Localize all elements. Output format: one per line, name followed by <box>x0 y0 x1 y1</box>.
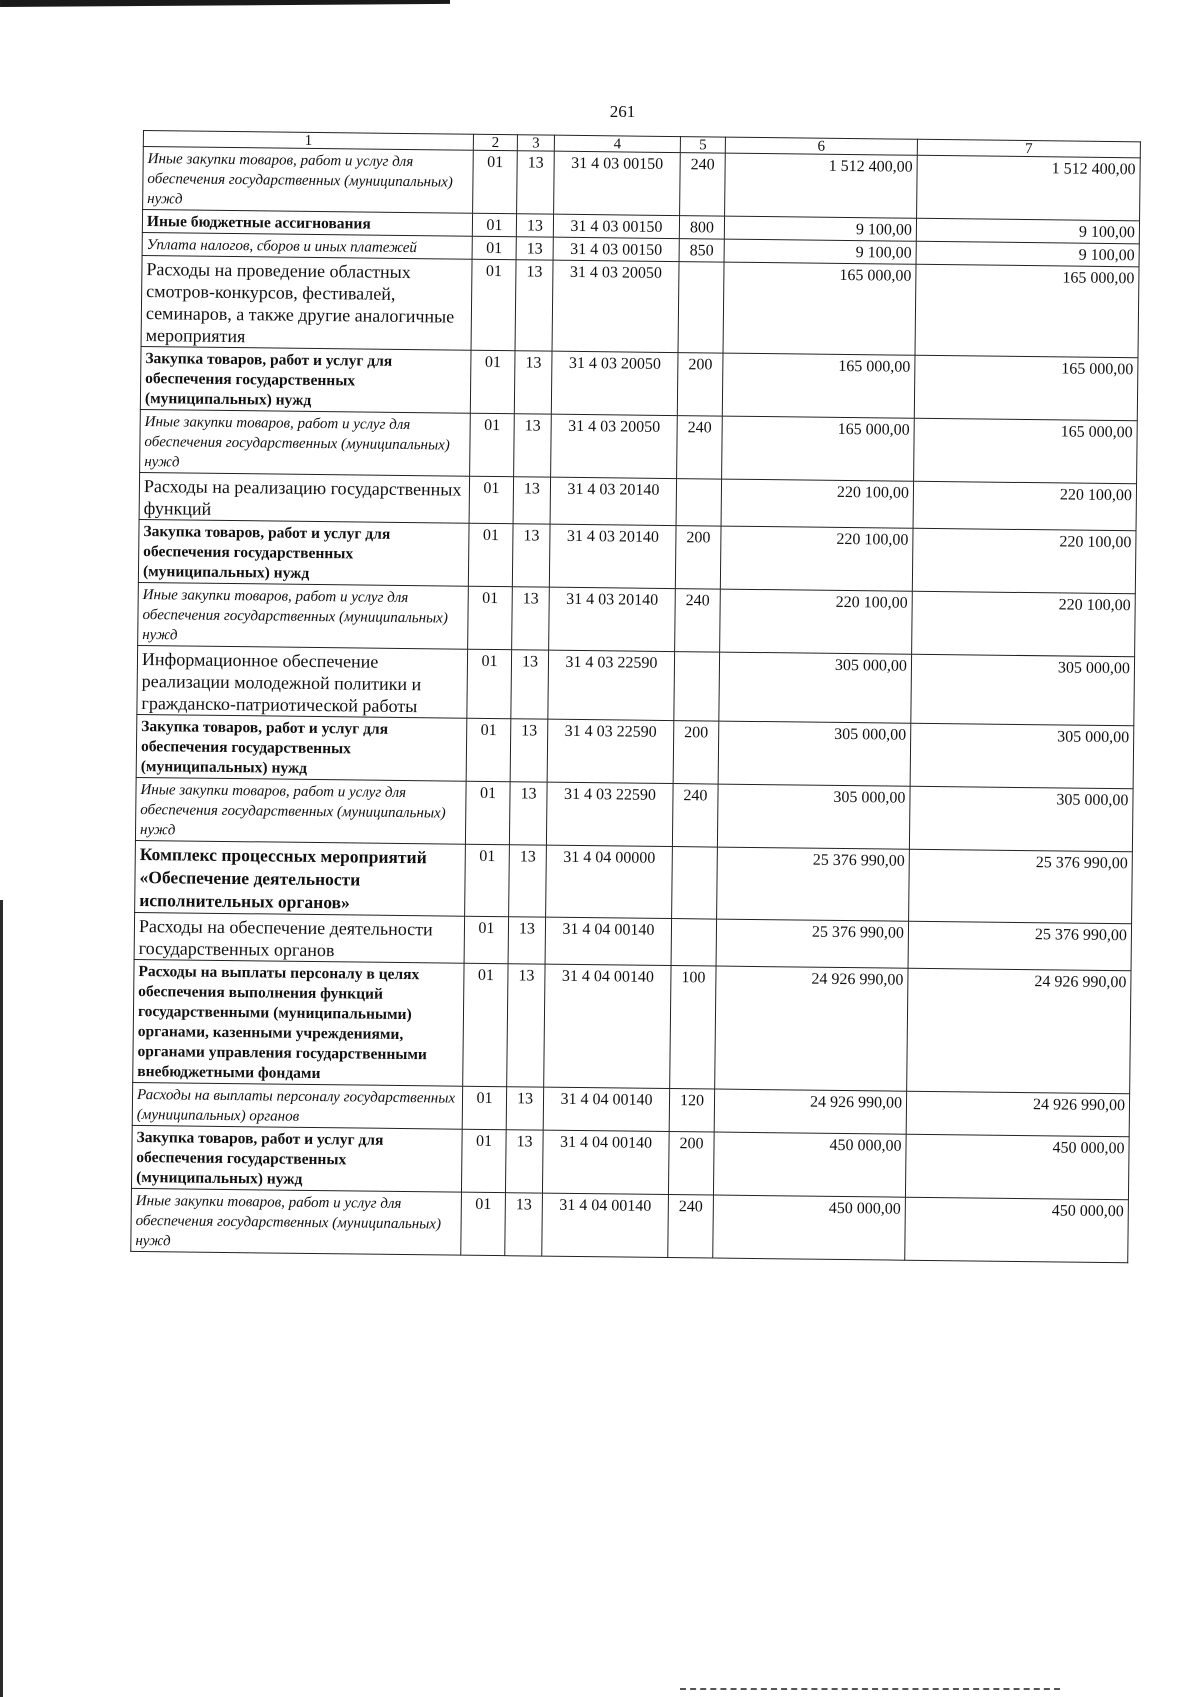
table-row <box>135 840 1133 923</box>
item-name-cell: Расходы на реализацию государственных функций <box>139 472 470 523</box>
target-article-cell: 31 4 04 00140 <box>544 964 671 1088</box>
expense-type-cell: 240 <box>677 416 723 480</box>
amount-year1-cell: 305 000,00 <box>718 721 911 786</box>
amount-year2-cell: 24 926 990,00 <box>906 1091 1129 1137</box>
expense-type-cell: 200 <box>677 353 723 417</box>
amount-year1-cell: 220 100,00 <box>720 526 913 591</box>
item-name-cell: Закупка товаров, работ и услуг для обеспечения государственных (муниципальных) нужд <box>138 519 469 586</box>
target-article-cell: 31 4 03 20050 <box>552 260 679 352</box>
expense-type-cell: 240 <box>675 589 721 653</box>
item-name-cell: Закупка товаров, работ и услуг для обеспечения государственных (муниципальных) нужд <box>136 714 467 781</box>
subsection-code-cell: 13 <box>505 1193 543 1256</box>
section-code-cell: 01 <box>466 718 511 781</box>
subsection-code-cell: 13 <box>517 151 555 214</box>
column-header: 6 <box>725 137 917 155</box>
amount-year1-cell: 220 100,00 <box>720 589 913 654</box>
target-article-cell: 31 4 03 00150 <box>553 214 679 238</box>
target-article-cell: 31 4 03 20140 <box>549 524 676 588</box>
expense-type-cell <box>674 652 720 722</box>
target-article-cell: 31 4 03 20050 <box>551 351 678 415</box>
section-code-cell: 01 <box>472 213 516 236</box>
expense-type-cell: 240 <box>680 153 726 217</box>
amount-year2-cell: 1 512 400,00 <box>917 155 1141 221</box>
column-header: 1 <box>143 131 473 151</box>
subsection-code-cell: 13 <box>510 719 548 782</box>
item-name-cell: Расходы на проведение областных смотров-конкурсов, фестивалей, семинаров, а также другие аналогичные мероприятия <box>141 255 472 350</box>
amount-year2-cell: 165 000,00 <box>914 355 1138 421</box>
item-name-cell: Иные закупки товаров, работ и услуг для обеспечения государственных (муниципальных) нужд <box>140 409 471 476</box>
subsection-code-cell: 13 <box>515 260 553 351</box>
amount-year1-cell: 220 100,00 <box>721 479 914 528</box>
section-code-cell: 01 <box>469 476 514 523</box>
subsection-code-cell: 13 <box>512 587 550 650</box>
amount-year2-cell: 25 376 990,00 <box>908 921 1132 971</box>
section-code-cell: 01 <box>465 781 510 844</box>
amount-year2-cell: 9 100,00 <box>916 241 1139 267</box>
expense-type-cell: 200 <box>673 721 719 785</box>
expense-type-cell: 100 <box>670 966 716 1090</box>
amount-year2-cell: 165 000,00 <box>914 418 1138 484</box>
table-row <box>138 582 1136 656</box>
subsection-code-cell: 13 <box>516 237 553 260</box>
subsection-code-cell: 13 <box>511 650 549 719</box>
budget-sheet <box>130 130 1141 1263</box>
expense-type-cell <box>672 847 718 920</box>
section-code-cell: 01 <box>461 1192 506 1255</box>
section-code-cell: 01 <box>470 350 515 413</box>
item-name-cell: Иные бюджетные ассигнования <box>142 210 472 237</box>
section-code-cell: 01 <box>470 413 515 476</box>
subsection-code-cell: 13 <box>508 917 546 964</box>
target-article-cell: 31 4 04 00140 <box>542 1193 669 1257</box>
amount-year2-cell: 305 000,00 <box>911 654 1135 726</box>
item-name-cell: Закупка товаров, работ и услуг для обеспечения государственных (муниципальных) нужд <box>140 346 471 413</box>
item-name-cell: Иные закупки товаров, работ и услуг для обеспечения государственных (муниципальных) нужд <box>138 582 469 649</box>
column-header: 3 <box>517 135 554 151</box>
subsection-code-cell: 13 <box>512 524 550 587</box>
item-name-cell: Информационное обеспечение реализации молодежной политики и гражданско-патриотической работы <box>137 645 468 718</box>
item-name-cell: Иные закупки товаров, работ и услуг для обеспечения государственных (муниципальных) нужд <box>143 147 474 214</box>
item-name-cell: Иные закупки товаров, работ и услуг для обеспечения государственных (муниципальных) нужд <box>135 777 466 844</box>
scan-left-edge <box>0 900 3 1697</box>
subsection-code-cell: 13 <box>509 782 547 845</box>
expense-type-cell: 240 <box>668 1195 714 1259</box>
scan-edge-bar <box>0 0 450 7</box>
expense-type-cell: 850 <box>679 239 724 263</box>
expense-type-cell: 120 <box>669 1089 714 1133</box>
subsection-code-cell: 13 <box>514 351 552 414</box>
section-code-cell: 01 <box>461 1129 506 1192</box>
section-code-cell: 01 <box>467 649 512 718</box>
column-header: 7 <box>917 139 1140 158</box>
table-row <box>135 777 1133 851</box>
target-article-cell: 31 4 04 00140 <box>543 1087 669 1131</box>
amount-year1-cell: 165 000,00 <box>722 353 915 418</box>
amount-year1-cell: 24 926 990,00 <box>715 966 908 1091</box>
amount-year1-cell: 450 000,00 <box>713 1195 906 1260</box>
section-code-cell: 01 <box>471 259 516 350</box>
page-number: 261 <box>609 102 636 121</box>
expense-type-cell: 240 <box>672 784 718 848</box>
amount-year2-cell: 220 100,00 <box>913 481 1137 531</box>
target-article-cell: 31 4 03 22590 <box>546 782 673 846</box>
amount-year2-cell: 24 926 990,00 <box>907 968 1131 1094</box>
item-name-cell: Закупка товаров, работ и услуг для обеспечения государственных (муниципальных) нужд <box>131 1125 462 1192</box>
budget-table <box>130 130 1141 1263</box>
target-article-cell: 31 4 03 22590 <box>548 650 675 720</box>
amount-year1-cell: 165 000,00 <box>723 262 916 355</box>
amount-year2-cell: 450 000,00 <box>905 1197 1129 1263</box>
subsection-code-cell: 13 <box>516 214 553 237</box>
column-header: 5 <box>680 137 725 154</box>
column-header: 4 <box>554 135 680 152</box>
table-row <box>131 1188 1129 1262</box>
target-article-cell: 31 4 03 22590 <box>547 719 674 783</box>
subsection-code-cell: 13 <box>507 964 545 1087</box>
column-header: 2 <box>473 134 517 150</box>
amount-year1-cell: 305 000,00 <box>717 784 910 849</box>
target-article-cell: 31 4 04 00000 <box>546 845 673 918</box>
section-code-cell: 01 <box>473 150 518 213</box>
section-code-cell: 01 <box>462 1086 506 1129</box>
amount-year2-cell: 220 100,00 <box>912 528 1136 594</box>
amount-year2-cell: 25 376 990,00 <box>909 849 1133 924</box>
amount-year1-cell: 9 100,00 <box>724 239 916 264</box>
subsection-code-cell: 13 <box>514 414 552 477</box>
item-name-cell: Комплекс процессных мероприятий «Обеспечение деятельности исполнительных органов» <box>135 840 466 916</box>
amount-year1-cell: 25 376 990,00 <box>717 847 910 921</box>
item-name-cell: Расходы на обеспечение деятельности государственных органов <box>134 912 465 963</box>
expense-type-cell: 800 <box>679 216 724 240</box>
table-row <box>143 147 1141 221</box>
subsection-code-cell: 13 <box>513 477 551 524</box>
amount-year1-cell: 9 100,00 <box>724 216 916 241</box>
expense-type-cell: 200 <box>668 1132 714 1196</box>
amount-year1-cell: 24 926 990,00 <box>714 1089 906 1134</box>
expense-type-cell <box>671 919 717 967</box>
subsection-code-cell: 13 <box>506 1087 543 1130</box>
amount-year2-cell: 305 000,00 <box>909 786 1133 852</box>
amount-year2-cell: 165 000,00 <box>915 264 1139 358</box>
target-article-cell: 31 4 04 00140 <box>542 1130 669 1194</box>
item-name-cell: Расходы на выплаты персоналу государственных (муниципальных) органов <box>132 1082 462 1129</box>
amount-year2-cell: 450 000,00 <box>905 1134 1129 1200</box>
amount-year2-cell: 9 100,00 <box>916 218 1139 244</box>
target-article-cell: 31 4 03 00150 <box>553 237 679 261</box>
expense-type-cell <box>678 262 724 354</box>
item-name-cell: Расходы на выплаты персоналу в целях обеспечения выполнения функций государственными (муниципальными) органами, казенными учреждениями, органами управления государственными внебюджетными фондами <box>133 959 464 1086</box>
footer-scan-line <box>680 1688 1060 1692</box>
table-row <box>131 1125 1129 1199</box>
subsection-code-cell: 13 <box>509 845 547 917</box>
amount-year1-cell: 25 376 990,00 <box>716 919 909 968</box>
amount-year2-cell: 305 000,00 <box>910 723 1134 789</box>
target-article-cell: 31 4 04 00140 <box>545 917 672 965</box>
expense-type-cell: 200 <box>675 526 721 590</box>
amount-year1-cell: 165 000,00 <box>722 416 915 481</box>
table-row <box>137 645 1135 725</box>
amount-year1-cell: 1 512 400,00 <box>725 153 918 218</box>
table-row <box>141 255 1139 357</box>
section-code-cell: 01 <box>463 963 508 1086</box>
item-name-cell: Иные закупки товаров, работ и услуг для обеспечения государственных (муниципальных) нужд <box>131 1188 462 1255</box>
section-code-cell: 01 <box>464 916 509 963</box>
subsection-code-cell: 13 <box>505 1130 543 1193</box>
table-row <box>136 714 1134 788</box>
target-article-cell: 31 4 03 20140 <box>549 587 676 651</box>
section-code-cell: 01 <box>472 236 516 259</box>
section-code-cell: 01 <box>468 523 513 586</box>
expense-type-cell <box>676 479 722 527</box>
section-code-cell: 01 <box>465 844 510 916</box>
table-row <box>138 519 1136 593</box>
target-article-cell: 31 4 03 20050 <box>551 414 678 478</box>
table-row <box>140 346 1138 420</box>
table-row <box>133 959 1131 1093</box>
amount-year1-cell: 450 000,00 <box>713 1132 906 1197</box>
target-article-cell: 31 4 03 20140 <box>550 477 677 525</box>
amount-year1-cell: 305 000,00 <box>719 652 912 723</box>
amount-year2-cell: 220 100,00 <box>912 591 1136 657</box>
item-name-cell: Уплата налогов, сборов и иных платежей <box>142 232 472 259</box>
table-row <box>140 409 1138 483</box>
section-code-cell: 01 <box>468 586 513 649</box>
target-article-cell: 31 4 03 00150 <box>554 151 681 215</box>
